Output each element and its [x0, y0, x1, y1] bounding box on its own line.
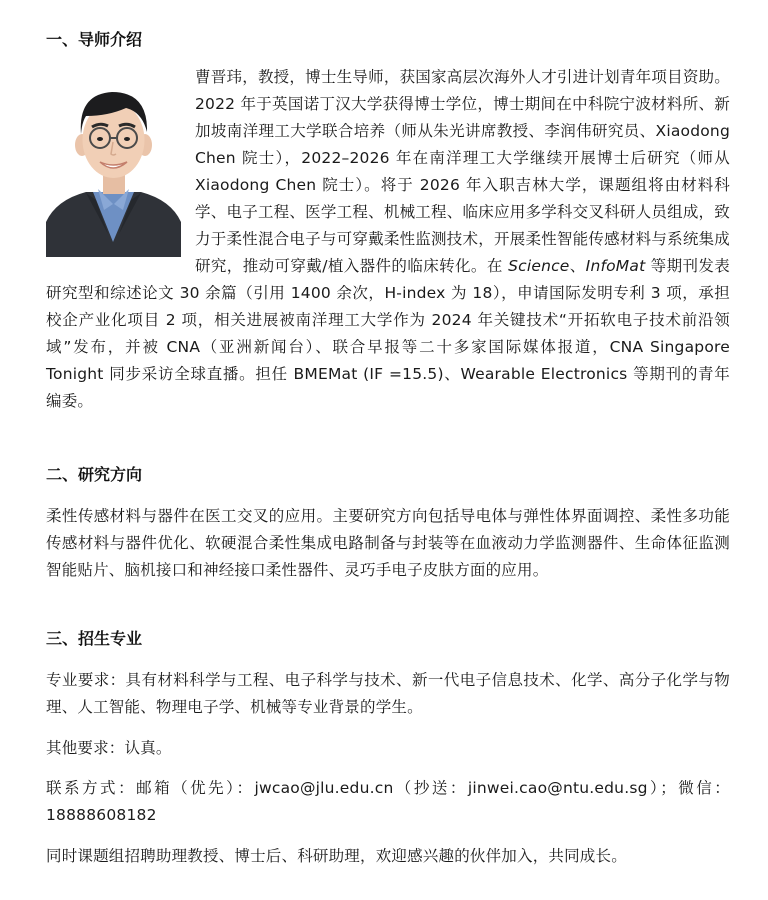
major-requirement: 专业要求：具有材料科学与工程、电子科学与技术、新一代电子信息技术、化学、高分子化学与物理、人工智能、物理电子学、机械等专业背景的学生。: [46, 671, 730, 716]
intro-text-part2: 等期刊发表研究型和综述论文 30 余篇（引用 1400 余次，H-index 为 18），申请国际发明专利 3 项，承担校企产业化项目 2 项，相关进展被南洋理工大学作为 2024 年关键技术“开拓软电子技术前沿领域”发布，并被 CNA（亚洲新闻台）、联合早报等二十多家国际媒体报道，CNA Singapore Tonight 同步采访全球直播。担任 BMEMat (IF =15.5)、Wearable Electronics 等期刊的青年编委。: [46, 257, 730, 410]
recruitment-note: 同时课题组招聘助理教授、博士后、科研助理，欢迎感兴趣的伙伴加入，共同成长。: [46, 847, 627, 865]
intro-separator: 、: [569, 257, 586, 275]
section-title-research: 二、研究方向: [46, 465, 143, 484]
intro-text-part1: 曹晋玮，教授，博士生导师，获国家高层次海外人才引进计划青年项目资助。2022 年于英国诺丁汉大学获得博士学位，博士期间在中科院宁波材料所、新加坡南洋理工大学联合培养（师从朱光讲席教授、李润伟研究员、Xiaodong Chen 院士），2022–2026 年在南洋理工大学继续开展博士后研究（师从 Xiaodong Chen 院士）。将于 2026 年入职吉林大学，课题组将由材料科学、电子工程、医学工程、机械工程、临床应用多学科交叉科研人员组成，致力于柔性混合电子与可穿戴柔性监测技术，开展柔性智能传感材料与系统集成研究，推动可穿戴/植入器件的临床转化。在: [195, 68, 730, 275]
portrait-photo: [46, 72, 181, 257]
contact-info: 联系方式：邮箱（优先）：jwcao@jlu.edu.cn（抄送：jinwei.cao@ntu.edu.sg）；微信：18888608182: [46, 779, 730, 824]
intro-block: [46, 64, 730, 415]
other-requirement: 其他要求：认真。: [46, 739, 172, 757]
research-paragraph: 柔性传感材料与器件在医工交叉的应用。主要研究方向包括导电体与弹性体界面调控、柔性多功能传感材料与器件优化、软硬混合柔性集成电路制备与封装等在血液动力学监测器件、生命体征监测智能贴片、脑机接口和神经接口柔性器件、灵巧手电子皮肤方面的应用。: [46, 507, 730, 579]
portrait-illustration: [46, 72, 181, 257]
section-title-intro: 一、导师介绍: [46, 30, 143, 49]
journal-science: Science: [508, 257, 570, 275]
section-title-admission: 三、招生专业: [46, 629, 143, 648]
journal-infomat: InfoMat: [585, 257, 646, 275]
